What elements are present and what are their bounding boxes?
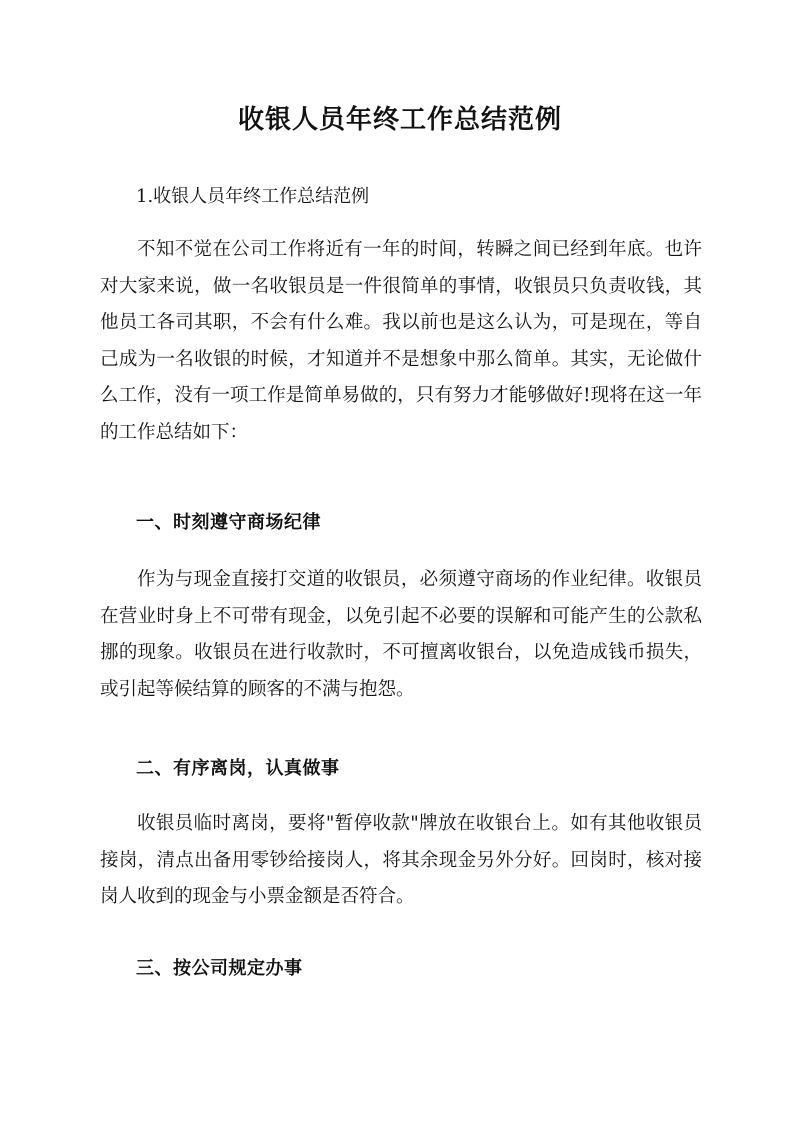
- document-subtitle: 1.收银人员年终工作总结范例: [136, 186, 370, 207]
- intro-paragraph: 不知不觉在公司工作将近有一年的时间，转瞬之间已经到年底。也许对大家来说，做一名收银员是一件很简单的事情，收银员只负责收钱，其他员工各司其职，不会有什么难。我以前也是这么认为，可是现在，等自己成为一名收银的时候，才知道并不是想象中那么简单。其实，无论做什么工作，没有一项工作是简单易做的，只有努力才能够做好!现将在这一年的工作总结如下：: [100, 239, 702, 443]
- section-heading-3: 三、按公司规定办事: [136, 958, 303, 979]
- section-heading-2: 二、有序离岗，认真做事: [136, 758, 340, 779]
- section-body-1: 作为与现金直接打交道的收银员，必须遵守商场的作业纪律。收银员在营业时身上不可带有现金，以免引起不必要的误解和可能产生的公款私挪的现象。收银员在进行收款时，不可擅离收银台，以免造成钱币损失，或引起等候结算的顾客的不满与抱怨。: [100, 569, 702, 700]
- section-heading-1: 一、时刻遵守商场纪律: [136, 512, 321, 533]
- section-body-2: 收银员临时离岗，要将"暂停收款"牌放在收银台上。如有其他收银员接岗，清点出备用零钞给接岗人，将其余现金另外分好。回岗时，核对接岗人收到的现金与小票金额是否符合。: [100, 813, 702, 907]
- document-title: 收银人员年终工作总结范例: [237, 105, 562, 135]
